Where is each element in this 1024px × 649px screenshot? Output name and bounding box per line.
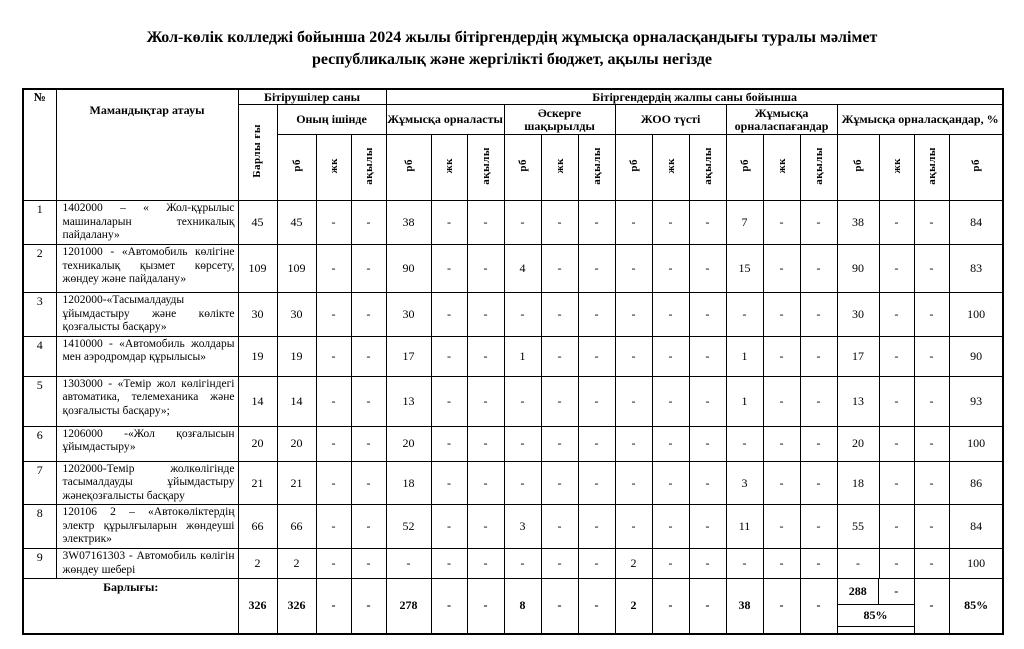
row-number: 6 xyxy=(23,426,56,461)
value-cell: - xyxy=(914,244,949,292)
value-cell: 4 xyxy=(504,244,541,292)
total-value-cell: - xyxy=(541,579,578,634)
value-cell: - xyxy=(879,292,914,336)
table-footer xyxy=(23,579,1003,634)
value-cell: - xyxy=(578,336,615,376)
value-cell: - xyxy=(467,549,504,579)
total-value-cell: 278 xyxy=(386,579,431,634)
value-cell: 84 xyxy=(949,505,1003,549)
value-cell: - xyxy=(879,505,914,549)
value-cell: 3 xyxy=(504,505,541,549)
title-line-2: республикалық және жергілікті бюджет, ақылы негізде xyxy=(311,51,713,69)
value-cell: - xyxy=(431,549,467,579)
total-pct-split-top xyxy=(838,579,914,605)
total-value-cell: 8 xyxy=(504,579,541,634)
value-cell: - xyxy=(467,461,504,505)
value-cell: - xyxy=(351,505,386,549)
col-header-aqyly xyxy=(467,135,504,201)
col-header-rb-label: рб xyxy=(402,159,415,173)
value-cell: - xyxy=(316,244,351,292)
value-cell: - xyxy=(541,505,578,549)
value-cell: 21 xyxy=(277,461,316,505)
value-cell: - xyxy=(615,426,652,461)
total-value-cell: 326 xyxy=(277,579,316,634)
col-header-rb-label: рб xyxy=(852,159,865,173)
group-header-not-employed: Жұмысқа орналаспағандар xyxy=(726,105,837,135)
value-cell: - xyxy=(578,426,615,461)
value-cell: - xyxy=(800,336,837,376)
value-cell: 2 xyxy=(615,549,652,579)
value-cell: - xyxy=(431,292,467,336)
total-value-cell: - xyxy=(689,579,726,634)
total-value-cell: - xyxy=(652,579,689,634)
col-header-zhk-label: жк xyxy=(664,158,677,174)
value-cell: - xyxy=(578,244,615,292)
value-cell: 20 xyxy=(238,426,277,461)
col-header-aqyly-label: ақылы xyxy=(925,146,938,185)
value-cell: 3 xyxy=(726,461,763,505)
col-header-zhk xyxy=(541,135,578,201)
value-cell: 15 xyxy=(726,244,763,292)
table-row xyxy=(23,244,1003,292)
value-cell: - xyxy=(504,376,541,426)
value-cell: - xyxy=(689,505,726,549)
value-cell: 19 xyxy=(277,336,316,376)
value-cell: - xyxy=(914,426,949,461)
group-header-army: Әскерге шақырылды xyxy=(504,105,615,135)
value-cell: - xyxy=(467,505,504,549)
value-cell: - xyxy=(578,292,615,336)
value-cell: 83 xyxy=(949,244,1003,292)
col-header-zhk xyxy=(431,135,467,201)
value-cell: 45 xyxy=(277,201,316,245)
table-row xyxy=(23,549,1003,579)
total-value-cell: - xyxy=(316,579,351,634)
value-cell: - xyxy=(914,201,949,245)
value-cell: 109 xyxy=(238,244,277,292)
value-cell: - xyxy=(652,292,689,336)
value-cell: - xyxy=(689,336,726,376)
total-value-cell: - xyxy=(351,579,386,634)
value-cell: - xyxy=(914,292,949,336)
group-header-including: Оның ішінде xyxy=(277,105,386,135)
table-row xyxy=(23,505,1003,549)
value-cell: 30 xyxy=(238,292,277,336)
row-number: 9 xyxy=(23,549,56,579)
total-pct-split-cell xyxy=(837,579,914,634)
specialty-name: 1402000 – « Жол-құрылыс машиналарын техникалық пайдалану» xyxy=(56,201,238,245)
value-cell: 1 xyxy=(504,336,541,376)
col-header-aqyly-label: ақылы xyxy=(812,146,825,185)
col-header-zhk xyxy=(763,135,800,201)
value-cell: 90 xyxy=(949,336,1003,376)
col-header-rb xyxy=(837,135,879,201)
value-cell: 100 xyxy=(949,549,1003,579)
value-cell: 109 xyxy=(277,244,316,292)
value-cell: - xyxy=(316,426,351,461)
value-cell: 93 xyxy=(949,376,1003,426)
value-cell: 7 xyxy=(726,201,763,245)
value-cell: - xyxy=(541,292,578,336)
value-cell: - xyxy=(652,426,689,461)
value-cell: 19 xyxy=(238,336,277,376)
value-cell: - xyxy=(504,549,541,579)
total-label: Барлығы: xyxy=(23,579,238,634)
value-cell: - xyxy=(652,336,689,376)
total-value-cell: - xyxy=(467,579,504,634)
specialty-name: 1206000 -«Жол қозғалысын ұйымдастыру» xyxy=(56,426,238,461)
value-cell: - xyxy=(615,376,652,426)
specialty-name: 1410000 - «Автомобиль жолдары мен аэродромдар құрылысы» xyxy=(56,336,238,376)
value-cell: - xyxy=(467,336,504,376)
group-header-university: ЖОО түсті xyxy=(615,105,726,135)
value-cell: - xyxy=(800,461,837,505)
value-cell: - xyxy=(763,292,800,336)
value-cell: 1 xyxy=(726,376,763,426)
specialty-name: 1202000-«Тасымалдауды ұйымдастыру және көлікте қозғалысты басқару» xyxy=(56,292,238,336)
table-header xyxy=(23,89,1003,201)
col-header-zhk xyxy=(316,135,351,201)
col-header-rb-label: рб xyxy=(516,159,529,173)
value-cell: - xyxy=(578,201,615,245)
col-header-zhk-label: жк xyxy=(443,158,456,174)
value-cell: 13 xyxy=(837,376,879,426)
value-cell: 100 xyxy=(949,292,1003,336)
value-cell: - xyxy=(504,201,541,245)
table-row xyxy=(23,201,1003,245)
value-cell: - xyxy=(726,549,763,579)
value-cell: - xyxy=(467,376,504,426)
value-cell: 18 xyxy=(386,461,431,505)
col-header-aqyly-label: ақылы xyxy=(362,146,375,185)
value-cell: - xyxy=(763,201,800,245)
group-header-employed-pct: Жұмысқа орналасқандар, % xyxy=(837,105,1003,135)
value-cell: - xyxy=(914,549,949,579)
value-cell: - xyxy=(316,461,351,505)
specialty-name: 120106 2 – «Автокөліктердің электр құрылғыларын жөндеуші электрик» xyxy=(56,505,238,549)
value-cell: - xyxy=(351,376,386,426)
col-header-zhk-label: жк xyxy=(775,158,788,174)
value-cell: - xyxy=(879,376,914,426)
value-cell: - xyxy=(800,549,837,579)
col-header-aqyly xyxy=(689,135,726,201)
value-cell: - xyxy=(351,426,386,461)
value-cell: - xyxy=(726,426,763,461)
col-header-rb-label: рб xyxy=(738,159,751,173)
specialty-name: 1201000 - «Автомобиль көлігіне техникалық қызмет көрсету, жөндеу және пайдалану» xyxy=(56,244,238,292)
col-header-rb xyxy=(386,135,431,201)
specialty-name: 3W07161303 - Автомобиль көлігін жөндеу шебері xyxy=(56,549,238,579)
value-cell: - xyxy=(615,336,652,376)
value-cell: - xyxy=(351,292,386,336)
col-header-aqyly-label: ақылы xyxy=(479,146,492,185)
value-cell: 38 xyxy=(837,201,879,245)
row-number: 4 xyxy=(23,336,56,376)
value-cell: 84 xyxy=(949,201,1003,245)
value-cell: 17 xyxy=(386,336,431,376)
value-cell: - xyxy=(351,461,386,505)
value-cell: - xyxy=(386,549,431,579)
total-value-cell: - xyxy=(578,579,615,634)
value-cell: - xyxy=(615,201,652,245)
value-cell: - xyxy=(316,292,351,336)
value-cell: 38 xyxy=(386,201,431,245)
group-header-graduates-total-by: Бітіргендердің жалпы саны бойынша xyxy=(386,89,1003,105)
value-cell: - xyxy=(800,244,837,292)
value-cell: - xyxy=(316,201,351,245)
col-header-rb-label: рб xyxy=(290,159,303,173)
value-cell: 86 xyxy=(949,461,1003,505)
value-cell: 2 xyxy=(277,549,316,579)
value-cell: 11 xyxy=(726,505,763,549)
row-number: 1 xyxy=(23,201,56,245)
value-cell: - xyxy=(541,336,578,376)
value-cell: - xyxy=(467,201,504,245)
value-cell: - xyxy=(879,201,914,245)
col-header-rb-label: рб xyxy=(970,159,983,173)
total-value-cell: - xyxy=(431,579,467,634)
row-number: 3 xyxy=(23,292,56,336)
value-cell: - xyxy=(763,244,800,292)
value-cell: 14 xyxy=(238,376,277,426)
value-cell: - xyxy=(578,549,615,579)
value-cell: - xyxy=(689,426,726,461)
table-row xyxy=(23,336,1003,376)
total-value-cell: - xyxy=(800,579,837,634)
value-cell: 2 xyxy=(238,549,277,579)
value-cell: - xyxy=(615,292,652,336)
value-cell: - xyxy=(467,244,504,292)
value-cell: 66 xyxy=(277,505,316,549)
value-cell: - xyxy=(689,461,726,505)
value-cell: - xyxy=(431,201,467,245)
value-cell: - xyxy=(431,244,467,292)
header-row-1 xyxy=(23,89,1003,105)
value-cell: - xyxy=(800,201,837,245)
group-header-graduates-count: Бітірушілер саны xyxy=(238,89,386,105)
total-value-cell: - xyxy=(763,579,800,634)
group-header-employed: Жұмысқа орналасты xyxy=(386,105,504,135)
value-cell: 14 xyxy=(277,376,316,426)
col-header-rb xyxy=(277,135,316,201)
value-cell: - xyxy=(763,376,800,426)
value-cell: - xyxy=(800,292,837,336)
value-cell: - xyxy=(800,505,837,549)
value-cell: 20 xyxy=(837,426,879,461)
value-cell: - xyxy=(763,505,800,549)
value-cell: - xyxy=(914,376,949,426)
value-cell: - xyxy=(504,426,541,461)
value-cell: 30 xyxy=(277,292,316,336)
value-cell: 66 xyxy=(238,505,277,549)
specialty-name: 1303000 - «Темір жол көлігіндегі автоматика, телемеханика және қозғалысты басқару»; xyxy=(56,376,238,426)
value-cell: - xyxy=(652,201,689,245)
total-pct-rb: 288 xyxy=(838,579,879,604)
col-header-rb xyxy=(504,135,541,201)
value-cell: - xyxy=(879,461,914,505)
document-title xyxy=(0,27,1024,72)
total-value-cell: 2 xyxy=(615,579,652,634)
value-cell: 20 xyxy=(386,426,431,461)
value-cell: - xyxy=(689,376,726,426)
value-cell: - xyxy=(541,426,578,461)
value-cell: - xyxy=(689,549,726,579)
value-cell: - xyxy=(578,376,615,426)
value-cell: - xyxy=(316,376,351,426)
table-row xyxy=(23,461,1003,505)
col-header-zhk-label: жк xyxy=(890,158,903,174)
col-header-total xyxy=(238,105,277,201)
col-header-zhk-label: жк xyxy=(327,158,340,174)
col-header-rb xyxy=(949,135,1003,201)
col-header-aqyly xyxy=(914,135,949,201)
value-cell: - xyxy=(763,461,800,505)
value-cell: - xyxy=(615,244,652,292)
value-cell: - xyxy=(879,426,914,461)
value-cell: - xyxy=(800,376,837,426)
value-cell: - xyxy=(800,426,837,461)
value-cell: - xyxy=(914,505,949,549)
value-cell: 18 xyxy=(837,461,879,505)
value-cell: - xyxy=(726,292,763,336)
value-cell: - xyxy=(837,549,879,579)
value-cell: - xyxy=(615,505,652,549)
value-cell: - xyxy=(431,461,467,505)
col-header-no: № xyxy=(23,89,56,201)
value-cell: 55 xyxy=(837,505,879,549)
value-cell: - xyxy=(431,336,467,376)
row-number: 7 xyxy=(23,461,56,505)
value-cell: - xyxy=(615,461,652,505)
col-header-total-label: Барлы ғы xyxy=(251,124,264,179)
value-cell: 20 xyxy=(277,426,316,461)
value-cell: 21 xyxy=(238,461,277,505)
col-header-zhk xyxy=(652,135,689,201)
value-cell: - xyxy=(763,336,800,376)
total-pct-aqyly: - xyxy=(914,579,949,634)
value-cell: - xyxy=(467,292,504,336)
value-cell: - xyxy=(879,336,914,376)
value-cell: - xyxy=(652,505,689,549)
value-cell: 90 xyxy=(837,244,879,292)
value-cell: - xyxy=(541,201,578,245)
value-cell: - xyxy=(351,201,386,245)
col-header-zhk xyxy=(879,135,914,201)
value-cell: - xyxy=(541,376,578,426)
value-cell: 1 xyxy=(726,336,763,376)
value-cell: - xyxy=(351,336,386,376)
specialty-name: 1202000-Темір жолкөлігінде тасымалдауды ұйымдастыру жәнеқозғалысты басқару xyxy=(56,461,238,505)
value-cell: - xyxy=(316,336,351,376)
total-pct-average: 85% xyxy=(949,579,1003,634)
value-cell: 45 xyxy=(238,201,277,245)
value-cell: - xyxy=(578,505,615,549)
value-cell: - xyxy=(504,292,541,336)
value-cell: 13 xyxy=(386,376,431,426)
col-header-rb-label: рб xyxy=(627,159,640,173)
col-header-rb xyxy=(726,135,763,201)
value-cell: - xyxy=(431,426,467,461)
value-cell: 52 xyxy=(386,505,431,549)
value-cell: - xyxy=(431,376,467,426)
table-body xyxy=(23,201,1003,579)
value-cell: - xyxy=(541,549,578,579)
col-header-aqyly xyxy=(800,135,837,201)
total-value-cell: 326 xyxy=(238,579,277,634)
value-cell: 90 xyxy=(386,244,431,292)
value-cell: - xyxy=(316,505,351,549)
value-cell: - xyxy=(504,461,541,505)
value-cell: - xyxy=(914,461,949,505)
value-cell: - xyxy=(879,549,914,579)
total-value-cell: 38 xyxy=(726,579,763,634)
row-number: 5 xyxy=(23,376,56,426)
value-cell: - xyxy=(914,336,949,376)
value-cell: - xyxy=(652,244,689,292)
value-cell: 30 xyxy=(386,292,431,336)
value-cell: - xyxy=(351,244,386,292)
value-cell: - xyxy=(541,244,578,292)
value-cell: - xyxy=(689,201,726,245)
row-number: 2 xyxy=(23,244,56,292)
value-cell: 17 xyxy=(837,336,879,376)
table-row xyxy=(23,292,1003,336)
total-pct-zhk: - xyxy=(894,584,899,599)
value-cell: - xyxy=(652,461,689,505)
value-cell: - xyxy=(431,505,467,549)
value-cell: - xyxy=(879,244,914,292)
col-header-aqyly xyxy=(578,135,615,201)
value-cell: - xyxy=(652,376,689,426)
value-cell: - xyxy=(467,426,504,461)
total-pct-merged: 85% xyxy=(838,605,914,627)
value-cell: - xyxy=(689,292,726,336)
employment-table xyxy=(22,88,1004,635)
value-cell: 100 xyxy=(949,426,1003,461)
col-header-aqyly-label: ақылы xyxy=(590,146,603,185)
table-row xyxy=(23,426,1003,461)
value-cell: - xyxy=(652,549,689,579)
col-header-rb xyxy=(615,135,652,201)
col-header-aqyly-label: ақылы xyxy=(701,146,714,185)
value-cell: - xyxy=(689,244,726,292)
value-cell: - xyxy=(763,549,800,579)
table-row xyxy=(23,376,1003,426)
value-cell: 30 xyxy=(837,292,879,336)
col-header-specialty: Мамандықтар атауы xyxy=(56,89,238,201)
value-cell: - xyxy=(578,461,615,505)
col-header-aqyly xyxy=(351,135,386,201)
value-cell: - xyxy=(541,461,578,505)
title-line-1: Жол-көлік колледжі бойынша 2024 жылы бітіргендердің жұмысқа орналасқандығы туралы мәлімет xyxy=(146,29,878,46)
value-cell: - xyxy=(351,549,386,579)
value-cell: - xyxy=(316,549,351,579)
row-number: 8 xyxy=(23,505,56,549)
col-header-zhk-label: жк xyxy=(553,158,566,174)
value-cell: - xyxy=(763,426,800,461)
total-row xyxy=(23,579,1003,634)
